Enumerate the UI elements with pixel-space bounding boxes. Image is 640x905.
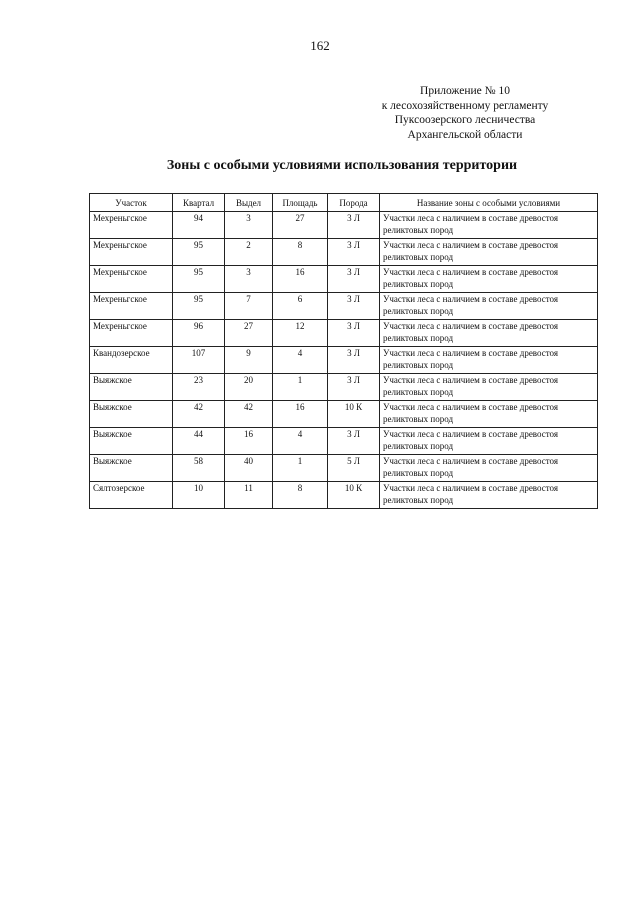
cell-zone-name: Участки леса с наличием в составе древостоя реликтовых пород: [380, 266, 598, 293]
table-row: [90, 212, 598, 239]
cell-species: 3 Л: [328, 239, 380, 266]
cell-allotment: 11: [225, 482, 273, 509]
cell-allotment: 7: [225, 293, 273, 320]
cell-section: Сялтозерское: [90, 482, 173, 509]
cell-zone-name: Участки леса с наличием в составе древостоя реликтовых пород: [380, 401, 598, 428]
cell-area: 4: [273, 347, 328, 374]
cell-quarter: 94: [173, 212, 225, 239]
cell-allotment: 2: [225, 239, 273, 266]
cell-quarter: 23: [173, 374, 225, 401]
cell-area: 27: [273, 212, 328, 239]
cell-species: 10 К: [328, 401, 380, 428]
cell-section: Мехреньгское: [90, 293, 173, 320]
table-row: [90, 401, 598, 428]
page-number: 162: [310, 38, 330, 53]
cell-zone-name: Участки леса с наличием в составе древостоя реликтовых пород: [380, 374, 598, 401]
document-title: Зоны с особыми условиями использования территории: [166, 158, 518, 173]
cell-quarter: 58: [173, 455, 225, 482]
cell-zone-name: Участки леса с наличием в составе древостоя реликтовых пород: [380, 239, 598, 266]
cell-species: 3 Л: [328, 212, 380, 239]
cell-zone-name: Участки леса с наличием в составе древостоя реликтовых пород: [380, 320, 598, 347]
cell-section: Квандозерское: [90, 347, 173, 374]
header-zone-name: Название зоны с особыми условиями: [380, 194, 598, 212]
cell-area: 1: [273, 374, 328, 401]
header-section: Участок: [90, 194, 173, 212]
table-row: [90, 482, 598, 509]
cell-quarter: 42: [173, 401, 225, 428]
cell-section: Выяжское: [90, 455, 173, 482]
cell-quarter: 95: [173, 239, 225, 266]
cell-allotment: 42: [225, 401, 273, 428]
cell-allotment: 9: [225, 347, 273, 374]
appendix-line: Пуксоозерского лесничества: [394, 114, 536, 126]
cell-allotment: 16: [225, 428, 273, 455]
zones-table: [89, 193, 598, 509]
cell-section: Мехреньгское: [90, 320, 173, 347]
cell-area: 1: [273, 455, 328, 482]
cell-area: 16: [273, 266, 328, 293]
header-quarter: Квартал: [173, 194, 225, 212]
table-header-row: [90, 194, 598, 212]
header-area: Площадь: [273, 194, 328, 212]
header-allotment: Выдел: [225, 194, 273, 212]
cell-area: 4: [273, 428, 328, 455]
appendix-note: [360, 84, 570, 142]
cell-zone-name: Участки леса с наличием в составе древостоя реликтовых пород: [380, 428, 598, 455]
header-species: Порода: [328, 194, 380, 212]
cell-allotment: 3: [225, 212, 273, 239]
appendix-line: к лесохозяйственному регламенту: [381, 99, 549, 112]
table-row: [90, 266, 598, 293]
cell-quarter: 96: [173, 320, 225, 347]
cell-species: 10 К: [328, 482, 380, 509]
cell-section: Выяжское: [90, 428, 173, 455]
cell-species: 3 Л: [328, 293, 380, 320]
cell-species: 3 Л: [328, 266, 380, 293]
cell-area: 12: [273, 320, 328, 347]
cell-allotment: 20: [225, 374, 273, 401]
cell-zone-name: Участки леса с наличием в составе древостоя реликтовых пород: [380, 347, 598, 374]
cell-allotment: 40: [225, 455, 273, 482]
cell-section: Мехреньгское: [90, 266, 173, 293]
appendix-line: Архангельской области: [407, 128, 523, 141]
cell-section: Мехреньгское: [90, 212, 173, 239]
table-row: [90, 320, 598, 347]
table-row: [90, 293, 598, 320]
cell-quarter: 95: [173, 293, 225, 320]
table-row: [90, 374, 598, 401]
cell-section: Выяжское: [90, 401, 173, 428]
table-row: [90, 239, 598, 266]
cell-species: 3 Л: [328, 347, 380, 374]
cell-area: 8: [273, 482, 328, 509]
cell-species: 3 Л: [328, 320, 380, 347]
cell-section: Мехреньгское: [90, 239, 173, 266]
table-row: [90, 347, 598, 374]
cell-quarter: 107: [173, 347, 225, 374]
cell-zone-name: Участки леса с наличием в составе древостоя реликтовых пород: [380, 455, 598, 482]
cell-area: 16: [273, 401, 328, 428]
table-row: [90, 455, 598, 482]
cell-allotment: 27: [225, 320, 273, 347]
cell-quarter: 44: [173, 428, 225, 455]
cell-quarter: 95: [173, 266, 225, 293]
cell-species: 3 Л: [328, 428, 380, 455]
cell-zone-name: Участки леса с наличием в составе древостоя реликтовых пород: [380, 482, 598, 509]
cell-section: Выяжское: [90, 374, 173, 401]
cell-allotment: 3: [225, 266, 273, 293]
cell-species: 3 Л: [328, 374, 380, 401]
cell-zone-name: Участки леса с наличием в составе древостоя реликтовых пород: [380, 293, 598, 320]
table-row: [90, 428, 598, 455]
cell-zone-name: Участки леса с наличием в составе древостоя реликтовых пород: [380, 212, 598, 239]
cell-area: 8: [273, 239, 328, 266]
appendix-line: Приложение № 10: [420, 85, 510, 97]
cell-area: 6: [273, 293, 328, 320]
cell-species: 5 Л: [328, 455, 380, 482]
cell-quarter: 10: [173, 482, 225, 509]
